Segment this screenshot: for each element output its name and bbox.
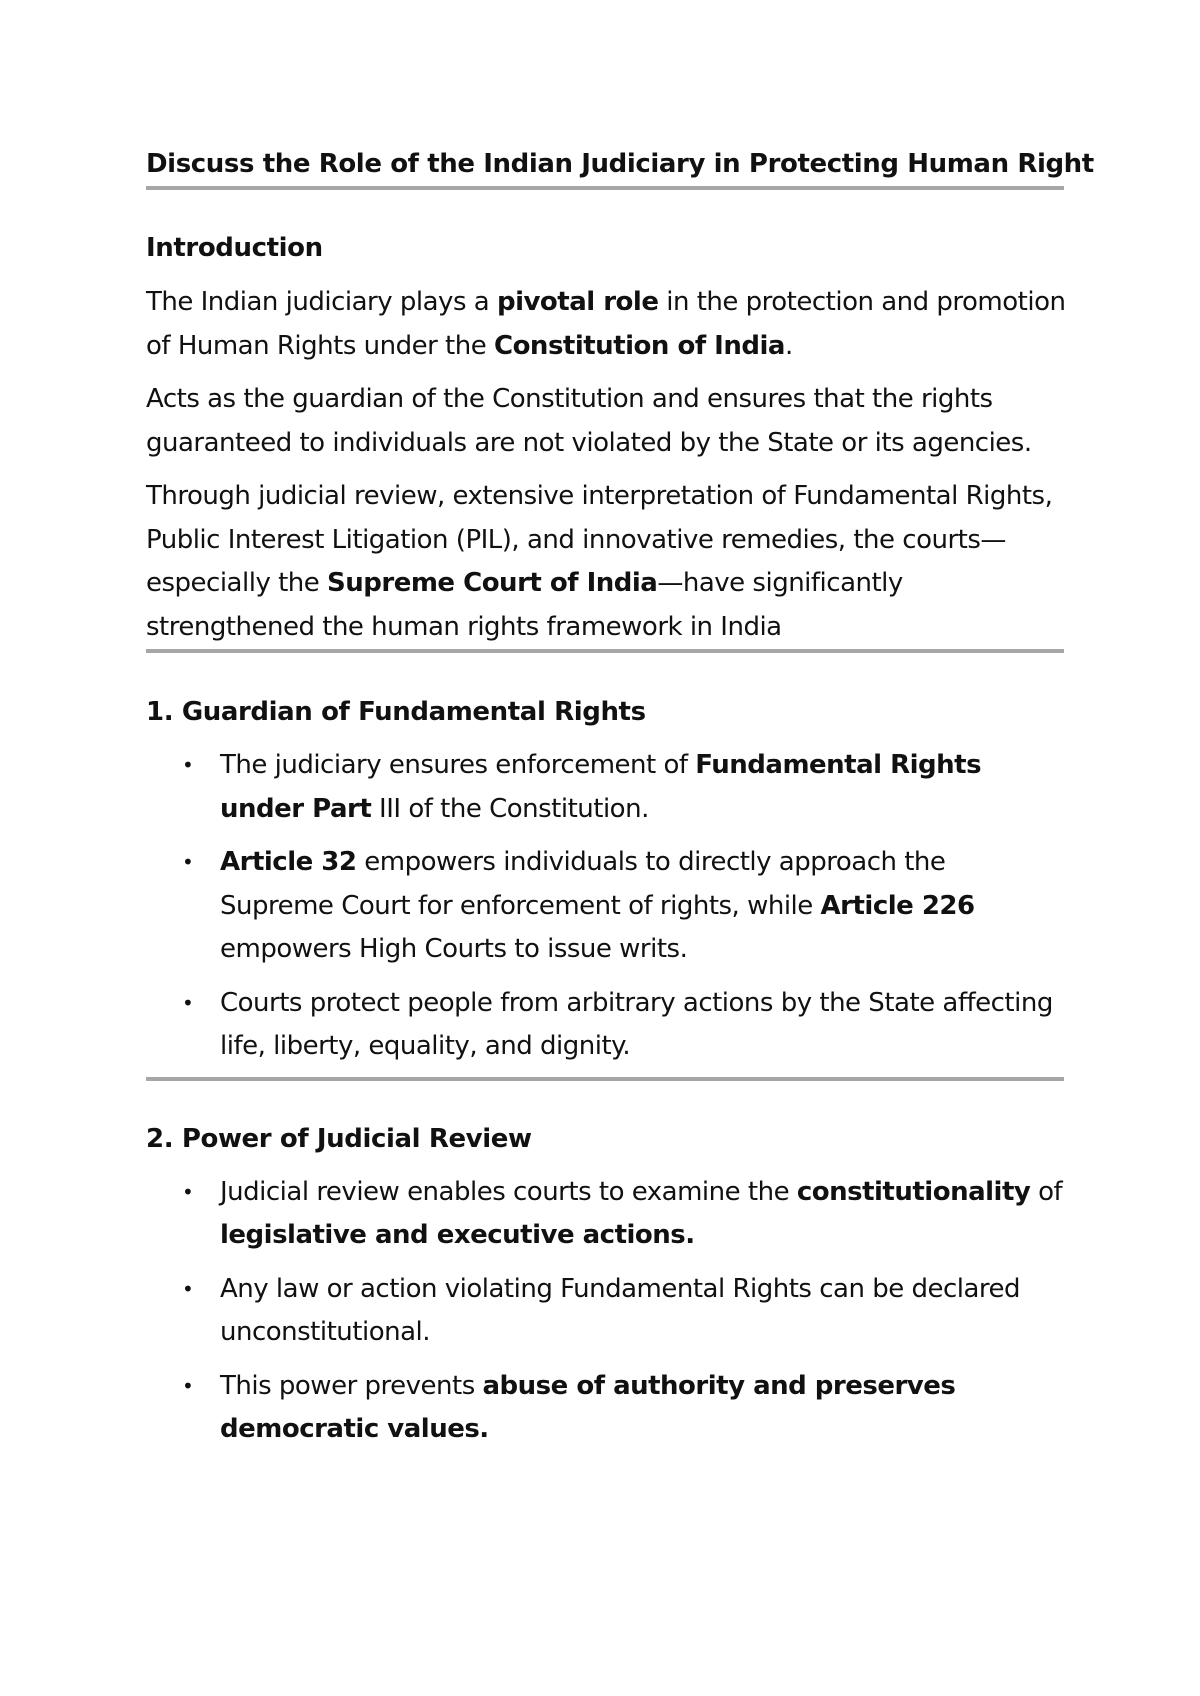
intro-paragraph-1: The Indian judiciary plays a pivotal role in the protection and promotion of Human Rights under the Constitution of India. xyxy=(146,287,1066,361)
bullet-icon: • xyxy=(182,990,194,1015)
section-1-heading: 1. Guardian of Fundamental Rights xyxy=(146,697,646,727)
bullet-icon: • xyxy=(182,753,194,777)
intro-heading: Introduction xyxy=(146,233,323,263)
bullet-icon: • xyxy=(182,1373,194,1398)
list-item: • Any law or action violating Fundamental Rights can be declared unconstitutional. xyxy=(146,1268,1066,1355)
section-2-list xyxy=(146,1171,1066,1452)
intro-paragraph-3: Through judicial review, extensive interpretation of Fundamental Rights, Public Interest Litigation (PIL), and innovative remedies, the courts—especially the Supreme Court of India—have significantly strengthened the human rights framework in India xyxy=(146,481,1053,642)
list-item: • The judiciary ensures enforcement of Fundamental Rights under Part III of the Constitution. xyxy=(146,744,1066,831)
list-item: • This power prevents abuse of authority and preserves democratic values. xyxy=(146,1365,1066,1452)
intro-divider xyxy=(146,649,1064,653)
intro-paragraph-2: Acts as the guardian of the Constitution and ensures that the rights guaranteed to individuals are not violated by the State or its agencies. xyxy=(146,384,1032,458)
section-2-heading: 2. Power of Judicial Review xyxy=(146,1123,532,1154)
section-1-list xyxy=(146,744,1066,1069)
document-title: Discuss the Role of the Indian Judiciary in Protecting Human Right xyxy=(146,149,1094,179)
list-item: • Courts protect people from arbitrary actions by the State affecting life, liberty, equality, and dignity. xyxy=(146,982,1066,1069)
title-divider xyxy=(146,186,1064,190)
bullet-icon: • xyxy=(182,850,194,874)
section-1-divider xyxy=(146,1077,1064,1081)
document-content xyxy=(146,144,1094,1452)
list-item: • Judicial review enables courts to examine the constitutionality of legislative and executive actions. xyxy=(146,1171,1066,1258)
list-item: • Article 32 empowers individuals to directly approach the Supreme Court for enforcement of rights, while Article 226 empowers High Courts to issue writs. xyxy=(146,841,1066,972)
bullet-icon: • xyxy=(182,1276,194,1301)
bullet-icon: • xyxy=(182,1179,194,1204)
